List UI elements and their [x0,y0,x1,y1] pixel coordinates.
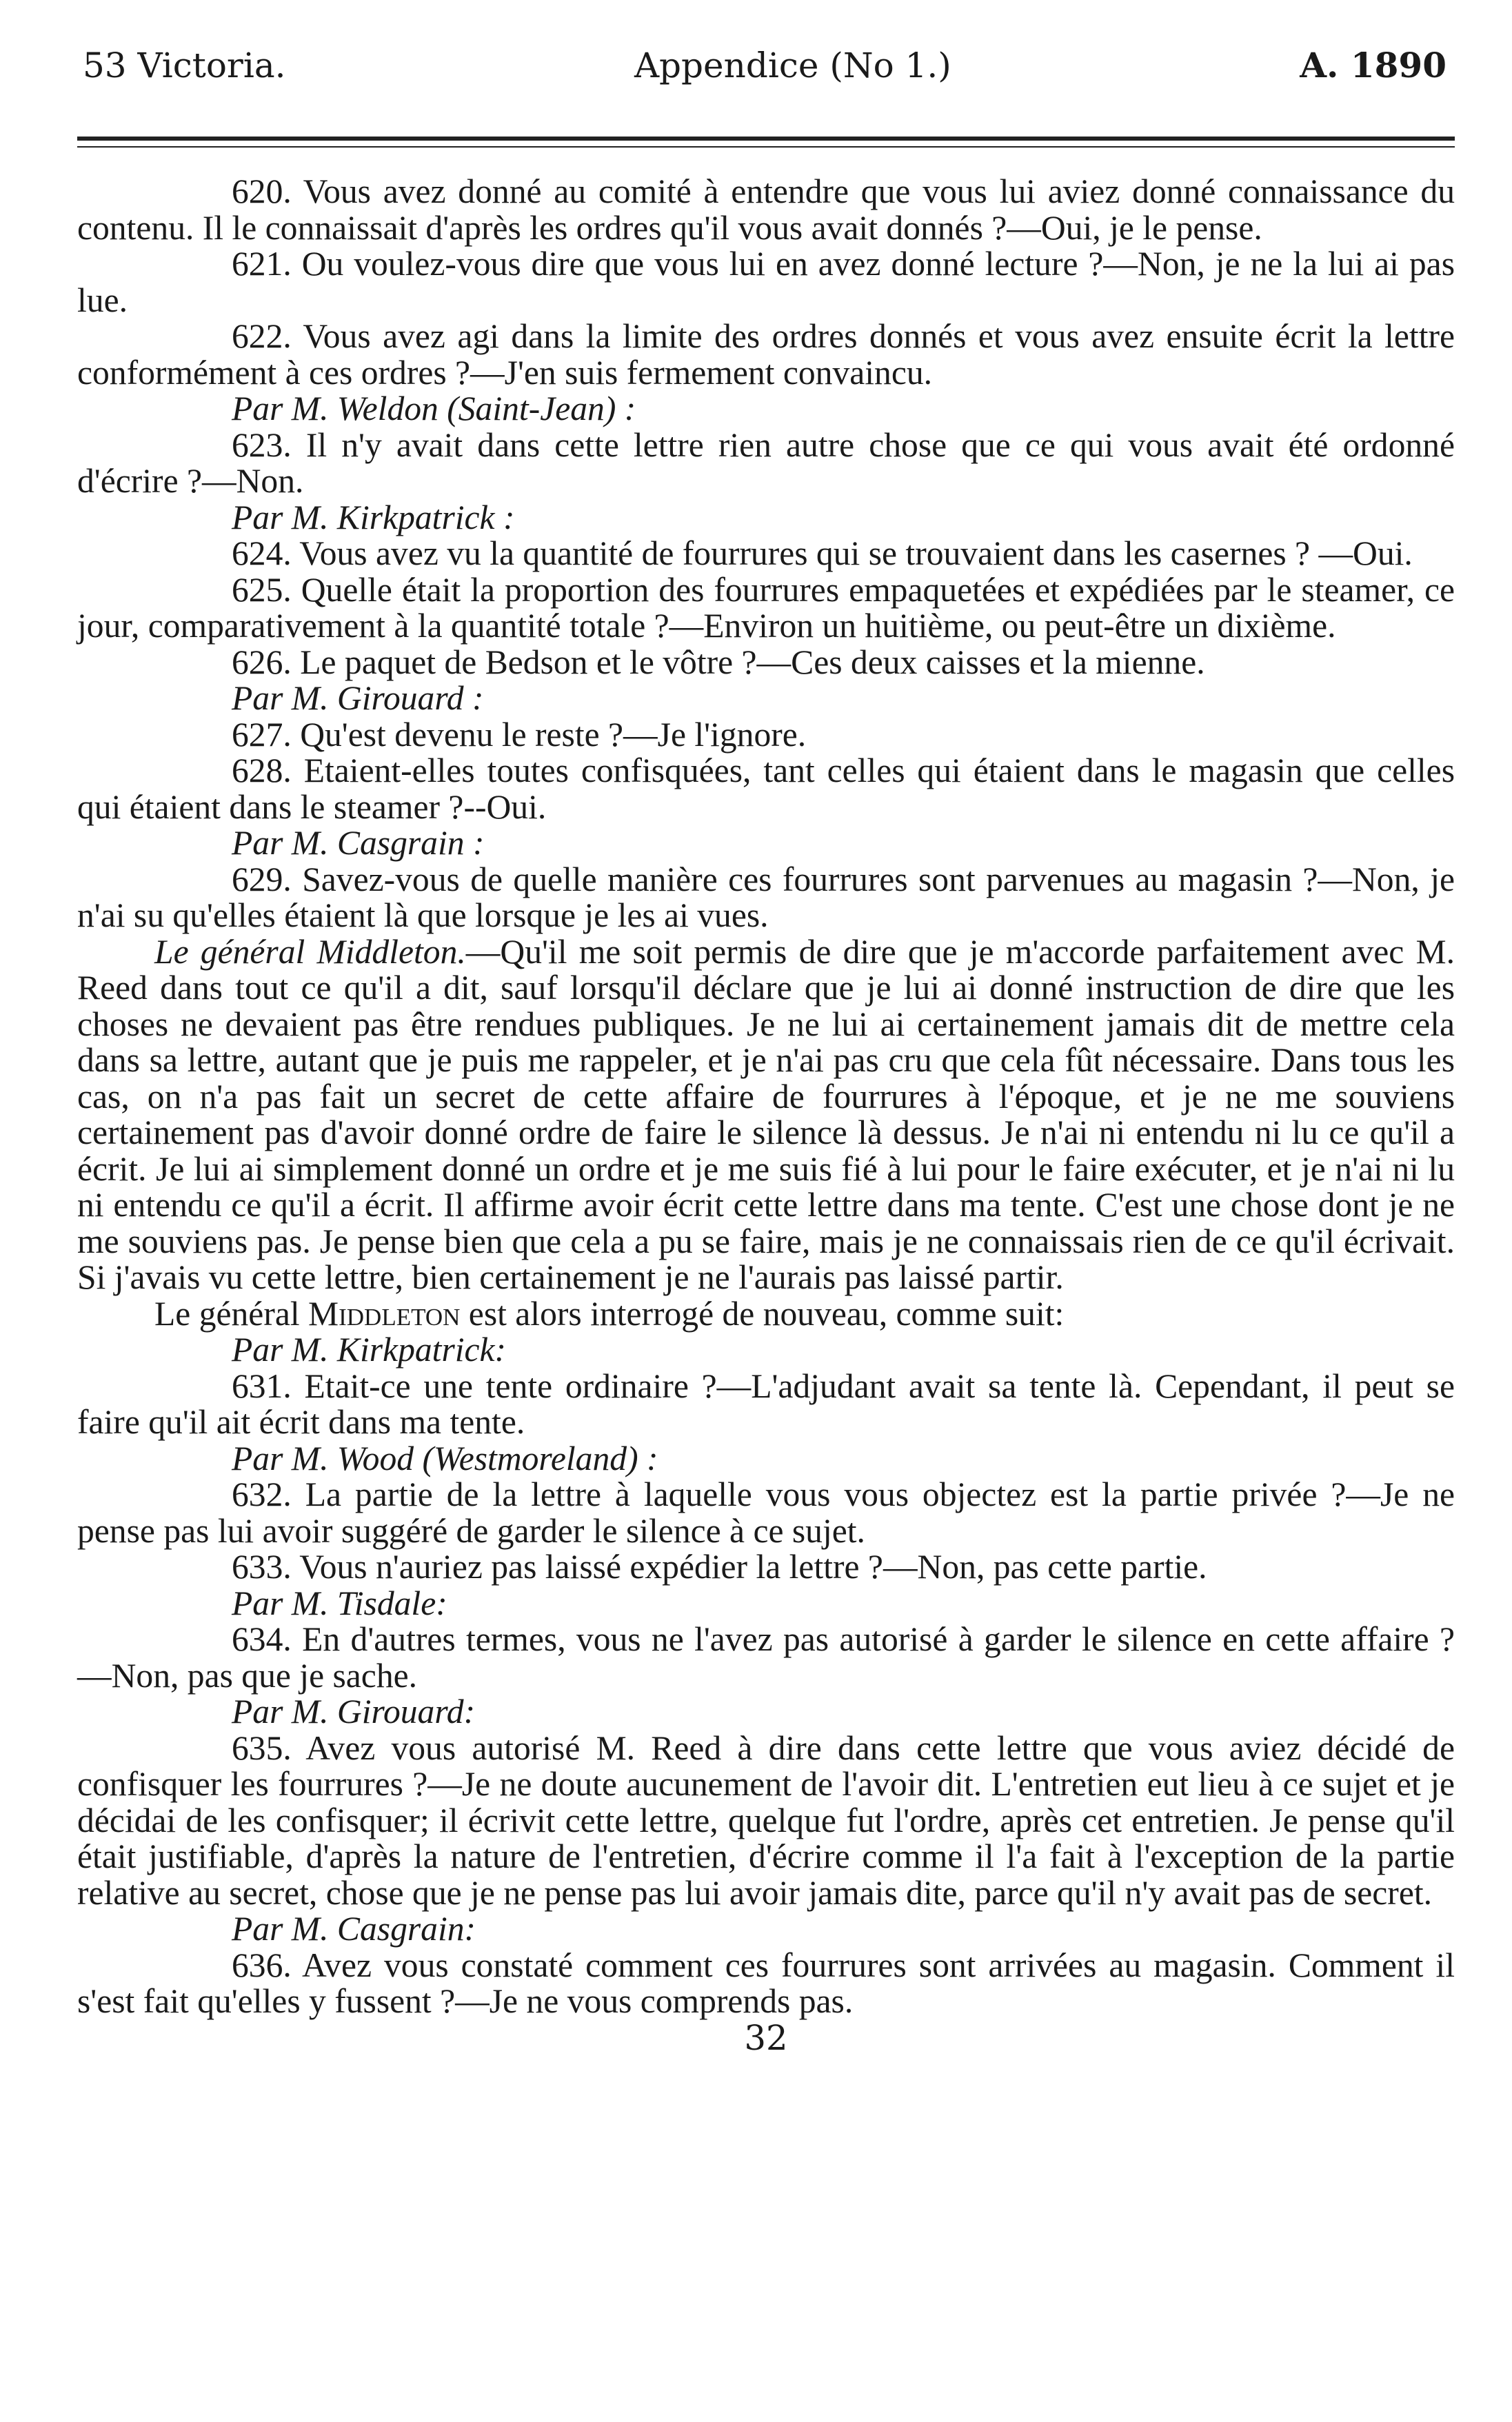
testimony-paragraph: 632. La partie de la lettre à laquelle vous vous objectez est la partie privée ?—Je ne pense pas lui avoir suggéré de garder le silence à ce sujet. [77,1475,1455,1550]
testimony-paragraph: 628. Etaient-elles toutes confisquées, tant celles qui étaient dans le magasin que celles qui étaient dans le steamer ?--Oui. [77,751,1455,826]
testimony-paragraph: 634. En d'autres termes, vous ne l'avez pas autorisé à garder le silence en cette affaire ?—Non, pas que je sache. [77,1620,1455,1695]
testimony-paragraph: 631. Etait-ce une tente ordinaire ?—L'adjudant avait sa tente là. Cependant, il peut se faire qu'il ait écrit dans ma tente. [77,1366,1455,1441]
speaker-heading: Par M. Kirkpatrick : [232,498,515,536]
document-body [77,174,1455,2020]
speaker-heading: Par M. Tisdale: [232,1584,447,1622]
testimony-paragraph: 635. Avez vous autorisé M. Reed à dire dans cette lettre que vous aviez décidé de confisquer les fourrures ?—Je ne doute aucunement de l'avoir dit. L'entretien eut lieu à ce sujet et je décidai de les confisquer; il écrivit cette lettre, quelque fut l'ordre, après cet entretien. Je pense qu'il était justifiable, d'après la nature de l'entretien, d'écrire comme il l'a fait à l'exception de la partie relative au secret, chose que je ne pense pas lui avoir jamais dite, parce qu'il n'y avait pas de secret. [77,1728,1455,1912]
speaker-heading: Par M. Kirkpatrick: [232,1331,507,1369]
speaker-heading: Par M. Girouard : [232,679,484,717]
narration-name: Middleton [308,1294,461,1333]
testimony-paragraph: 629. Savez-vous de quelle manière ces fourrures sont parvenues au magasin ?—Non, je n'ai su qu'elles étaient là que lorsque je les ai vues. [77,860,1455,934]
header-right: A. 1890 [1300,45,1447,85]
header-rule-thick [77,137,1455,141]
testimony-paragraph: 626. Le paquet de Bedson et le vôtre ?—Ces deux caisses et la mienne. [232,643,1205,681]
speaker-heading: Par M. Wood (Westmoreland) : [232,1439,658,1477]
header-left: 53 Victoria. [83,46,286,85]
narration-paragraph [77,1296,1455,1333]
testimony-paragraph: 633. Vous n'auriez pas laissé expédier la lettre ?—Non, pas cette partie. [232,1548,1207,1586]
speaker-heading: Par M. Casgrain: [232,1910,476,1948]
testimony-paragraph: 620. Vous avez donné au comité à entendre que vous lui aviez donné connaissance du contenu. Il le connaissait d'après les ordres qu'il vous avait donnés ?—Oui, je le pense. [77,172,1455,247]
document-page [77,34,1455,2392]
testimony-paragraph: 621. Ou voulez-vous dire que vous lui en avez donné lecture ?—Non, je ne la lui ai pas lue. [77,245,1455,319]
statement-text: —Qu'il me soit permis de dire que je m'accorde parfaitement avec M. Reed dans tout ce qu'il a dit, sauf lorsqu'il déclare que je lui ai donné instruction de dire que les choses ne devaient pas être rendues publiques. Je ne lui ai certainement jamais dit de mettre cela dans sa lettre, autant que je puis me rappeler, et je n'ai pas cru que cela fût nécessaire. Dans tous les cas, on n'a pas fait un secret de cette affaire de fourrures à l'époque, et je ne me souviens certainement pas d'avoir donné ordre de faire le silence là dessus. Je n'ai ni entendu ni lu ce qu'il a écrit. Je lui ai simplement donné un ordre et je me suis fié à lui pour le faire exécuter, et je n'ai ni lu ni entendu ce qu'il a écrit. Il affirme avoir écrit cette lettre dans ma tente. C'est une chose dont je ne me souviens pas. Je pense bien que cela a pu se faire, mais je ne connaissais rien de ce qu'il écrivait. Si j'avais vu cette lettre, bien certainement je ne l'aurais pas laissé partir. [77,932,1455,1296]
header-center: Appendice (No 1.) [634,46,951,85]
statement-paragraph [77,934,1455,1296]
speaker-heading: Par M. Girouard: [232,1693,476,1730]
testimony-paragraph: 625. Quelle était la proportion des fourrures empaquetées et expédiées par le steamer, ce jour, comparativement à la quantité totale ?—Environ un huitième, ou peut-être un dixième. [77,570,1455,645]
speaker-heading: Par M. Weldon (Saint-Jean) : [232,390,636,427]
testimony-paragraph: 623. Il n'y avait dans cette lettre rien autre chose que ce qui vous avait été ordonné d'écrire ?—Non. [77,425,1455,500]
testimony-paragraph: 627. Qu'est devenu le reste ?—Je l'ignore. [232,715,807,754]
header-rule-thin [77,146,1455,148]
page-number: 32 [744,2017,788,2058]
narration-post: est alors interrogé de nouveau, comme suit: [460,1294,1065,1333]
testimony-paragraph: 622. Vous avez agi dans la limite des ordres donnés et vous avez ensuite écrit la lettre conformément à ces ordres ?—J'en suis fermement convaincu. [77,317,1455,392]
running-header [77,34,1455,97]
testimony-paragraph: 636. Avez vous constaté comment ces fourrures sont arrivées au magasin. Comment il s'est fait qu'elles y fussent ?—Je ne vous comprends pas. [77,1946,1455,2020]
testimony-paragraph: 624. Vous avez vu la quantité de fourrures qui se trouvaient dans les casernes ? —Oui. [232,534,1413,572]
narration-pre: Le général [154,1294,309,1333]
statement-lead: Le général Middleton. [154,932,466,971]
speaker-heading: Par M. Casgrain : [232,824,485,862]
